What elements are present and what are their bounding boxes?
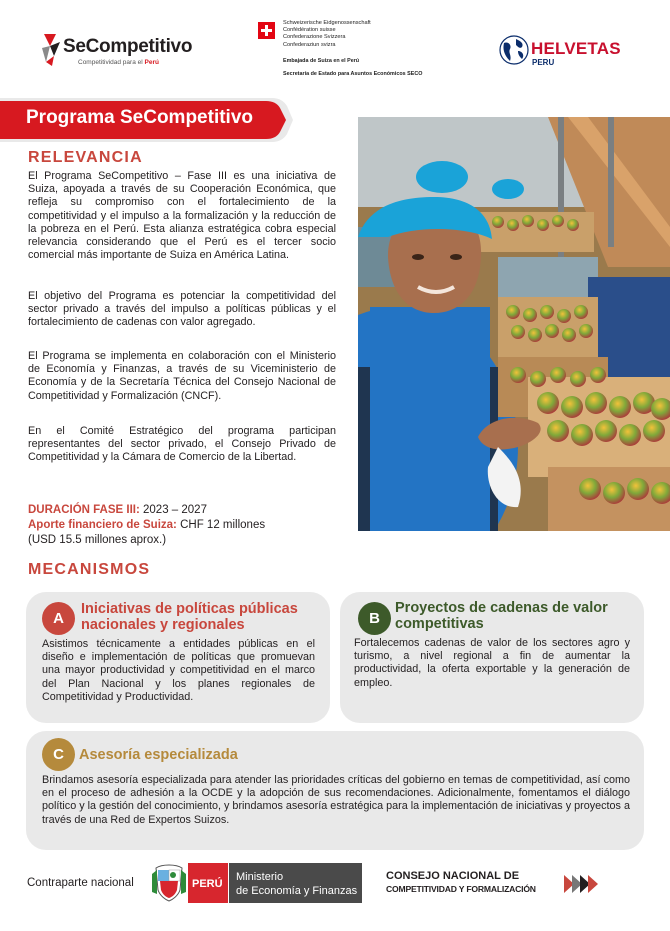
peru-label: PERÚ bbox=[192, 878, 223, 890]
duracion-row bbox=[28, 503, 328, 518]
aporte-row bbox=[28, 518, 328, 533]
swiss-confederation-logo bbox=[258, 20, 458, 82]
mechanism-title: Asesoría especializada bbox=[79, 747, 238, 763]
duracion-label: DURACIÓN FASE III: bbox=[28, 504, 140, 516]
mechanism-card-b bbox=[340, 592, 644, 723]
relevancia-paragraph: El Programa SeCompetitivo – Fase III es una iniciativa de Suiza, apoyada a través de su Cooperación Económica, que refleja su compromiso con el fortalecimiento de la competitividad y el impulso a la formalización y la reducción de la pobreza en el Perú. Esta alianza estratégica cobra especial relevancia considerando que el Perú es el tercer socio comercial más importante de Suiza en América Latina. bbox=[28, 170, 336, 262]
program-banner bbox=[0, 98, 294, 142]
relevancia-paragraph: El Programa se implementa en colaboración con el Ministerio de Economía y Finanzas, a través de su Viceministerio de Economía y de la Secretaría Técnica del Consejo Nacional de Competitividad y Formalización (CNCF). bbox=[28, 350, 336, 402]
helvetas-country: PERU bbox=[532, 58, 555, 67]
swiss-confederation-names: Schweizerische Eidgenossenschaft Confédération suisse Confederazione Svizzera Confederaziun svizra bbox=[283, 20, 371, 48]
mechanism-body: Asistimos técnicamente a entidades públicas en el diseño e implementación de políticas que promuevan una mayor productividad y competitividad en el marco del Plan Nacional y los planes regionales de Competitividad y Productividad. bbox=[42, 638, 315, 703]
swiss-flag-icon bbox=[258, 22, 275, 39]
peru-brand-box bbox=[188, 863, 228, 903]
aporte-value: CHF 12 millones bbox=[180, 519, 266, 531]
worker-with-mangoes-photo bbox=[358, 117, 670, 531]
swiss-embassy-label: Embajada de Suiza en el Perú bbox=[283, 58, 360, 64]
helvetas-wordmark: HELVETAS bbox=[531, 39, 621, 58]
secompetitivo-mark-icon bbox=[40, 32, 64, 68]
secompetitivo-tagline: Competitividad para el Perú bbox=[78, 59, 159, 66]
globe-icon bbox=[498, 33, 530, 67]
badge-c: C bbox=[42, 738, 75, 771]
peru-coat-of-arms-icon bbox=[152, 864, 186, 902]
secompetitivo-wordmark: SeCompetitivo bbox=[63, 36, 193, 57]
relevancia-heading: RELEVANCIA bbox=[28, 149, 143, 166]
program-facts bbox=[28, 503, 328, 548]
helvetas-logo bbox=[498, 33, 628, 69]
badge-a: A bbox=[42, 602, 75, 635]
aporte-usd: (USD 15.5 millones aprox.) bbox=[28, 534, 167, 546]
mef-brand-box bbox=[229, 863, 362, 903]
cncf-line2: COMPETITIVIDAD Y FORMALIZACIÓN bbox=[386, 884, 536, 894]
mechanism-title: Proyectos de cadenas de valor competitivas bbox=[395, 600, 608, 632]
mef-line1: Ministerio bbox=[236, 871, 284, 883]
program-title: Programa SeCompetitivo bbox=[26, 107, 253, 128]
mechanism-body: Brindamos asesoría especializada para atender las prioridades críticas del gobierno en temas de competitividad, así como en el proceso de adhesión a la OCDE y la adopción de sus recomendaciones. Adicionalmente, fomentamos el diálogo político y la gestión del conocimiento, y brindamos asesoría estratégica para la implementación de iniciativas y proyectos a través de una Red de Expertos Suizos. bbox=[42, 774, 630, 826]
mef-line2: de Economía y Finanzas bbox=[236, 885, 358, 897]
duracion-value: 2023 – 2027 bbox=[143, 504, 207, 516]
seco-label: Secretaría de Estado para Asuntos Económicos SECO bbox=[283, 71, 423, 77]
mecanismos-heading: MECANISMOS bbox=[28, 561, 151, 578]
cncf-logo bbox=[386, 870, 606, 900]
mechanism-card-c bbox=[26, 731, 644, 850]
cncf-arrows-icon bbox=[564, 873, 600, 895]
photo-illustration bbox=[358, 117, 670, 531]
mechanism-title: Iniciativas de políticas públicas nacionales y regionales bbox=[81, 601, 298, 633]
badge-b: B bbox=[358, 602, 391, 635]
relevancia-paragraph: El objetivo del Programa es potenciar la competitividad del sector privado a través del impulso a políticas públicas y el fortalecimiento de cadenas con valor agregado. bbox=[28, 290, 336, 329]
contraparte-label: Contraparte nacional bbox=[27, 877, 134, 889]
cncf-line1: CONSEJO NACIONAL DE bbox=[386, 870, 520, 882]
relevancia-paragraph: En el Comité Estratégico del programa participan representantes del sector privado, el Consejo Privado de Competitividad y la Cámara de Comercio de la Libertad. bbox=[28, 425, 336, 464]
aporte-label: Aporte financiero de Suiza: bbox=[28, 519, 177, 531]
secompetitivo-logo bbox=[40, 30, 193, 70]
mechanism-body: Fortalecemos cadenas de valor de los sectores agro y turismo, a nivel regional a fin de aumentar la productividad, la oferta exportable y la generación de empleo. bbox=[354, 637, 630, 689]
mechanism-card-a bbox=[26, 592, 330, 723]
